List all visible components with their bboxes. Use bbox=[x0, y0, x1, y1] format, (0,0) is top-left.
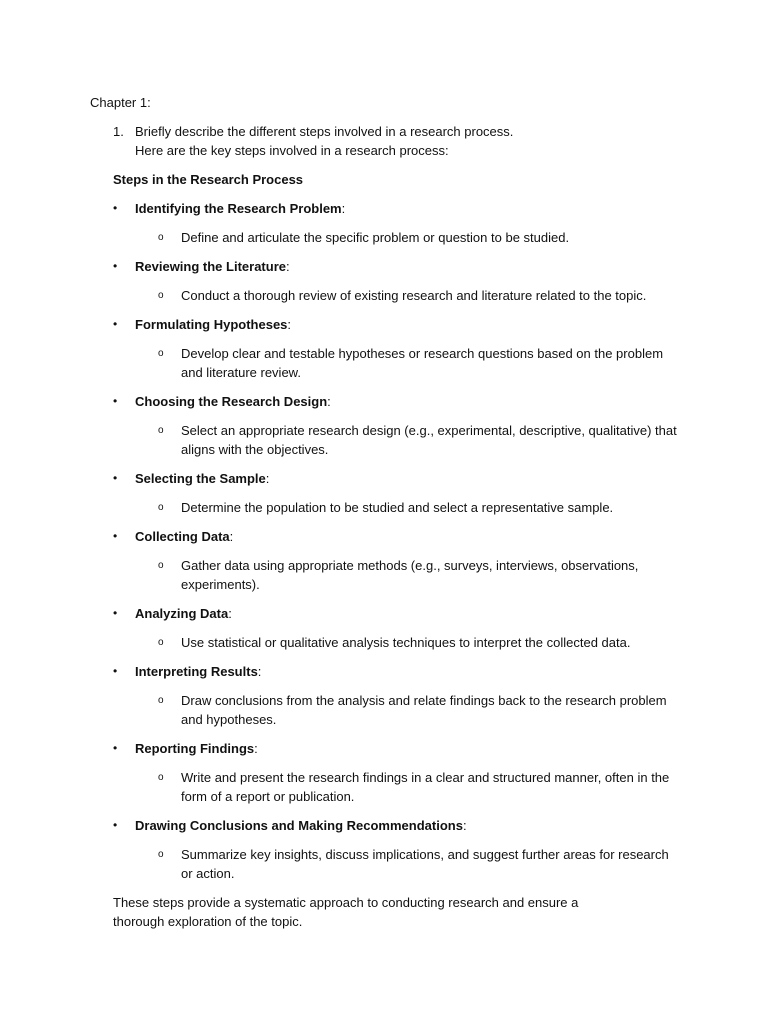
step-item bbox=[90, 315, 688, 382]
bullet-icon: • bbox=[113, 529, 118, 543]
hollow-bullet-icon: o bbox=[158, 348, 164, 359]
step-detail-item bbox=[158, 228, 688, 247]
step-header bbox=[113, 315, 688, 334]
hollow-bullet-icon: o bbox=[158, 560, 164, 571]
step-detail: Write and present the research findings in a clear and structured manner, often in the form of a report or publication. bbox=[181, 770, 670, 804]
step-detail: Use statistical or qualitative analysis techniques to interpret the collected data. bbox=[181, 635, 631, 650]
step-title-colon: : bbox=[287, 317, 292, 332]
step-item bbox=[90, 469, 688, 517]
step-item bbox=[90, 392, 688, 459]
step-title: Identifying the Research Problem bbox=[135, 201, 342, 216]
step-detail: Summarize key insights, discuss implications, and suggest further areas for research or action. bbox=[181, 847, 669, 881]
step-label bbox=[135, 392, 331, 411]
steps-list bbox=[90, 199, 688, 883]
hollow-bullet-icon: o bbox=[158, 290, 164, 301]
step-title-colon: : bbox=[285, 259, 290, 274]
question-body bbox=[135, 122, 688, 160]
step-detail-item bbox=[158, 344, 688, 382]
step-detail: Develop clear and testable hypotheses or research questions based on the problem and literature review. bbox=[181, 346, 664, 380]
step-title: Analyzing Data bbox=[135, 606, 229, 621]
question-item bbox=[113, 122, 688, 160]
step-label bbox=[135, 257, 290, 276]
bullet-icon: • bbox=[113, 664, 118, 678]
hollow-bullet-icon: o bbox=[158, 637, 164, 648]
bullet-icon: • bbox=[113, 201, 118, 215]
step-title: Selecting the Sample bbox=[135, 471, 266, 486]
bullet-icon: • bbox=[113, 818, 118, 832]
step-title-colon: : bbox=[327, 394, 331, 409]
step-header bbox=[113, 199, 688, 218]
step-title: Reporting Findings bbox=[135, 741, 255, 756]
step-detail-item bbox=[158, 498, 688, 517]
question-text: Briefly describe the different steps involved in a research process. bbox=[135, 124, 514, 139]
bullet-icon: • bbox=[113, 471, 118, 485]
step-item bbox=[90, 816, 688, 883]
step-title: Choosing the Research Design bbox=[135, 394, 328, 409]
section-title: Steps in the Research Process bbox=[113, 172, 304, 187]
question-intro: Here are the key steps involved in a research process: bbox=[135, 143, 449, 158]
step-detail-item bbox=[158, 845, 688, 883]
question-number: 1. bbox=[113, 124, 124, 139]
step-title-colon: : bbox=[462, 818, 467, 833]
step-label bbox=[135, 469, 269, 488]
step-header bbox=[113, 392, 688, 411]
step-detail-item bbox=[158, 421, 688, 459]
step-detail-item bbox=[158, 633, 688, 652]
bullet-icon: • bbox=[113, 741, 118, 755]
step-title: Interpreting Results bbox=[135, 664, 258, 679]
step-header bbox=[113, 662, 688, 681]
step-item bbox=[90, 662, 688, 729]
hollow-bullet-icon: o bbox=[158, 695, 164, 706]
step-title: Reviewing the Literature bbox=[135, 259, 286, 274]
step-title-colon: : bbox=[254, 741, 258, 756]
hollow-bullet-icon: o bbox=[158, 502, 164, 513]
step-header bbox=[113, 739, 688, 758]
bullet-icon: • bbox=[113, 606, 118, 620]
step-label bbox=[135, 816, 467, 835]
step-header bbox=[113, 604, 688, 623]
step-title-colon: : bbox=[228, 606, 232, 621]
step-detail-item bbox=[158, 768, 688, 806]
hollow-bullet-icon: o bbox=[158, 232, 164, 243]
hollow-bullet-icon: o bbox=[158, 849, 164, 860]
step-title: Drawing Conclusions and Making Recommendations bbox=[135, 818, 463, 833]
step-title-colon: : bbox=[341, 201, 346, 216]
step-header bbox=[113, 816, 688, 835]
step-label bbox=[135, 199, 345, 218]
step-detail: Conduct a thorough review of existing research and literature related to the topic. bbox=[181, 288, 647, 303]
step-item bbox=[90, 257, 688, 305]
step-header bbox=[113, 257, 688, 276]
step-label bbox=[135, 604, 232, 623]
hollow-bullet-icon: o bbox=[158, 772, 164, 783]
step-title: Formulating Hypotheses bbox=[135, 317, 288, 332]
step-label bbox=[135, 662, 261, 681]
closing-paragraph: These steps provide a systematic approach to conducting research and ensure a thorough exploration of the topic. bbox=[113, 895, 579, 929]
bullet-icon: • bbox=[113, 394, 118, 408]
step-title-colon: : bbox=[265, 471, 270, 486]
step-title: Collecting Data bbox=[135, 529, 230, 544]
step-title-colon: : bbox=[229, 529, 234, 544]
step-detail: Draw conclusions from the analysis and relate findings back to the research problem and hypotheses. bbox=[181, 693, 667, 727]
chapter-heading: Chapter 1: bbox=[90, 95, 151, 110]
step-item bbox=[90, 604, 688, 652]
step-label bbox=[135, 315, 291, 334]
step-detail-item bbox=[158, 556, 688, 594]
bullet-icon: • bbox=[113, 317, 118, 331]
step-label bbox=[135, 527, 233, 546]
step-item bbox=[90, 199, 688, 247]
step-detail-item bbox=[158, 691, 688, 729]
step-detail-item bbox=[158, 286, 688, 305]
step-header bbox=[113, 469, 688, 488]
step-item bbox=[90, 739, 688, 806]
step-detail: Select an appropriate research design (e.g., experimental, descriptive, qualitative) that aligns with the objectives. bbox=[181, 423, 677, 457]
step-detail: Gather data using appropriate methods (e.g., surveys, interviews, observations, experiments). bbox=[181, 558, 639, 592]
hollow-bullet-icon: o bbox=[158, 425, 164, 436]
bullet-icon: • bbox=[113, 259, 118, 273]
step-detail: Define and articulate the specific problem or question to be studied. bbox=[181, 230, 570, 245]
step-detail: Determine the population to be studied and select a representative sample. bbox=[181, 500, 614, 515]
step-item bbox=[90, 527, 688, 594]
step-title-colon: : bbox=[257, 664, 262, 679]
step-label bbox=[135, 739, 258, 758]
step-header bbox=[113, 527, 688, 546]
